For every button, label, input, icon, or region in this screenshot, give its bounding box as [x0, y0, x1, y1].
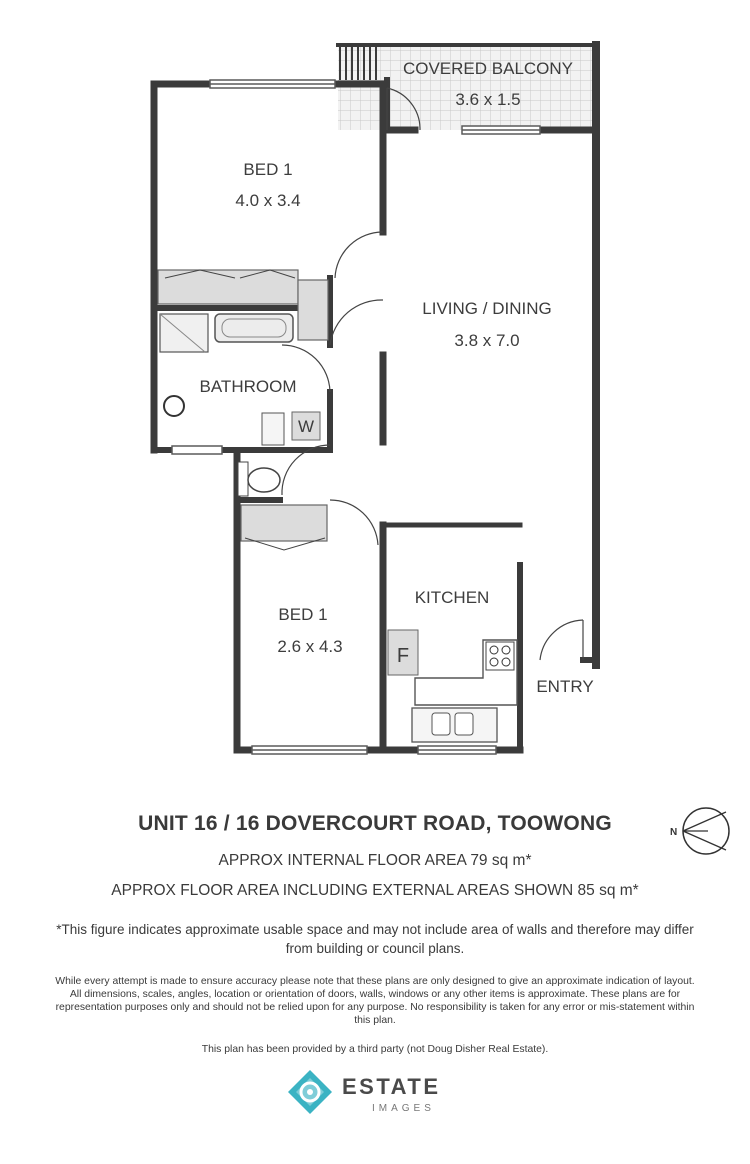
bed-bottom-size: 2.6 x 4.3: [277, 637, 343, 656]
balcony-stairs: [340, 45, 376, 80]
disclaimer: While every attempt is made to ensure accuracy please note that these plans are only designed to give an approximate indication of layout. All dimensions, scales, angles, location or orientation of doors, walls, windows or any other items is approximate. These plans are for representation purposes only and should not be relied upon for any purpose. No responsibility is taken for any error or mis-statement within this plan.: [55, 976, 695, 1026]
internal-area: APPROX INTERNAL FLOOR AREA 79 sq m*: [218, 852, 532, 869]
vanity: [262, 413, 284, 445]
total-area: APPROX FLOOR AREA INCLUDING EXTERNAL AREAS SHOWN 85 sq m*: [111, 882, 639, 899]
cooktop-icon: [486, 642, 514, 670]
windows: [172, 80, 540, 754]
linen-cupboard: [298, 280, 328, 340]
property-title: UNIT 16 / 16 DOVERCOURT ROAD, TOOWONG: [138, 812, 612, 835]
walls: [154, 45, 596, 750]
compass-icon: [668, 804, 732, 860]
sink-bowl: [432, 713, 450, 735]
sink-bowl: [455, 713, 473, 735]
living-label: LIVING / DINING: [422, 299, 552, 318]
bed-bottom-label: BED 1: [278, 605, 328, 624]
logo-word: ESTATE: [342, 1074, 441, 1099]
fridge-letter: F: [396, 645, 410, 667]
toilet-cistern: [238, 462, 248, 496]
area-note: *This figure indicates approximate usable space and may not include area of walls and therefore may differ from building or council plans.: [56, 922, 694, 956]
balcony-size: 3.6 x 1.5: [455, 90, 521, 109]
balcony-label: COVERED BALCONY: [402, 59, 574, 78]
logo-sub: IMAGES: [372, 1103, 435, 1114]
kitchen-label: KITCHEN: [414, 588, 490, 607]
bathroom-label: BATHROOM: [199, 377, 297, 396]
bed-top-size: 4.0 x 3.4: [235, 191, 301, 210]
living-size: 3.8 x 7.0: [454, 331, 520, 350]
provider-note: This plan has been provided by a third party (not Doug Disher Real Estate).: [201, 1044, 549, 1055]
compass-north-label: N: [670, 827, 678, 838]
wardrobe-bottom: [241, 505, 327, 541]
entry-label: ENTRY: [536, 677, 594, 696]
toilet-icon: [248, 468, 280, 492]
bed-top-label: BED 1: [243, 160, 293, 179]
bathtub: [215, 314, 293, 342]
doors: [282, 88, 583, 660]
washer-letter: W: [297, 417, 315, 436]
bathroom-basin-icon: [164, 396, 184, 416]
